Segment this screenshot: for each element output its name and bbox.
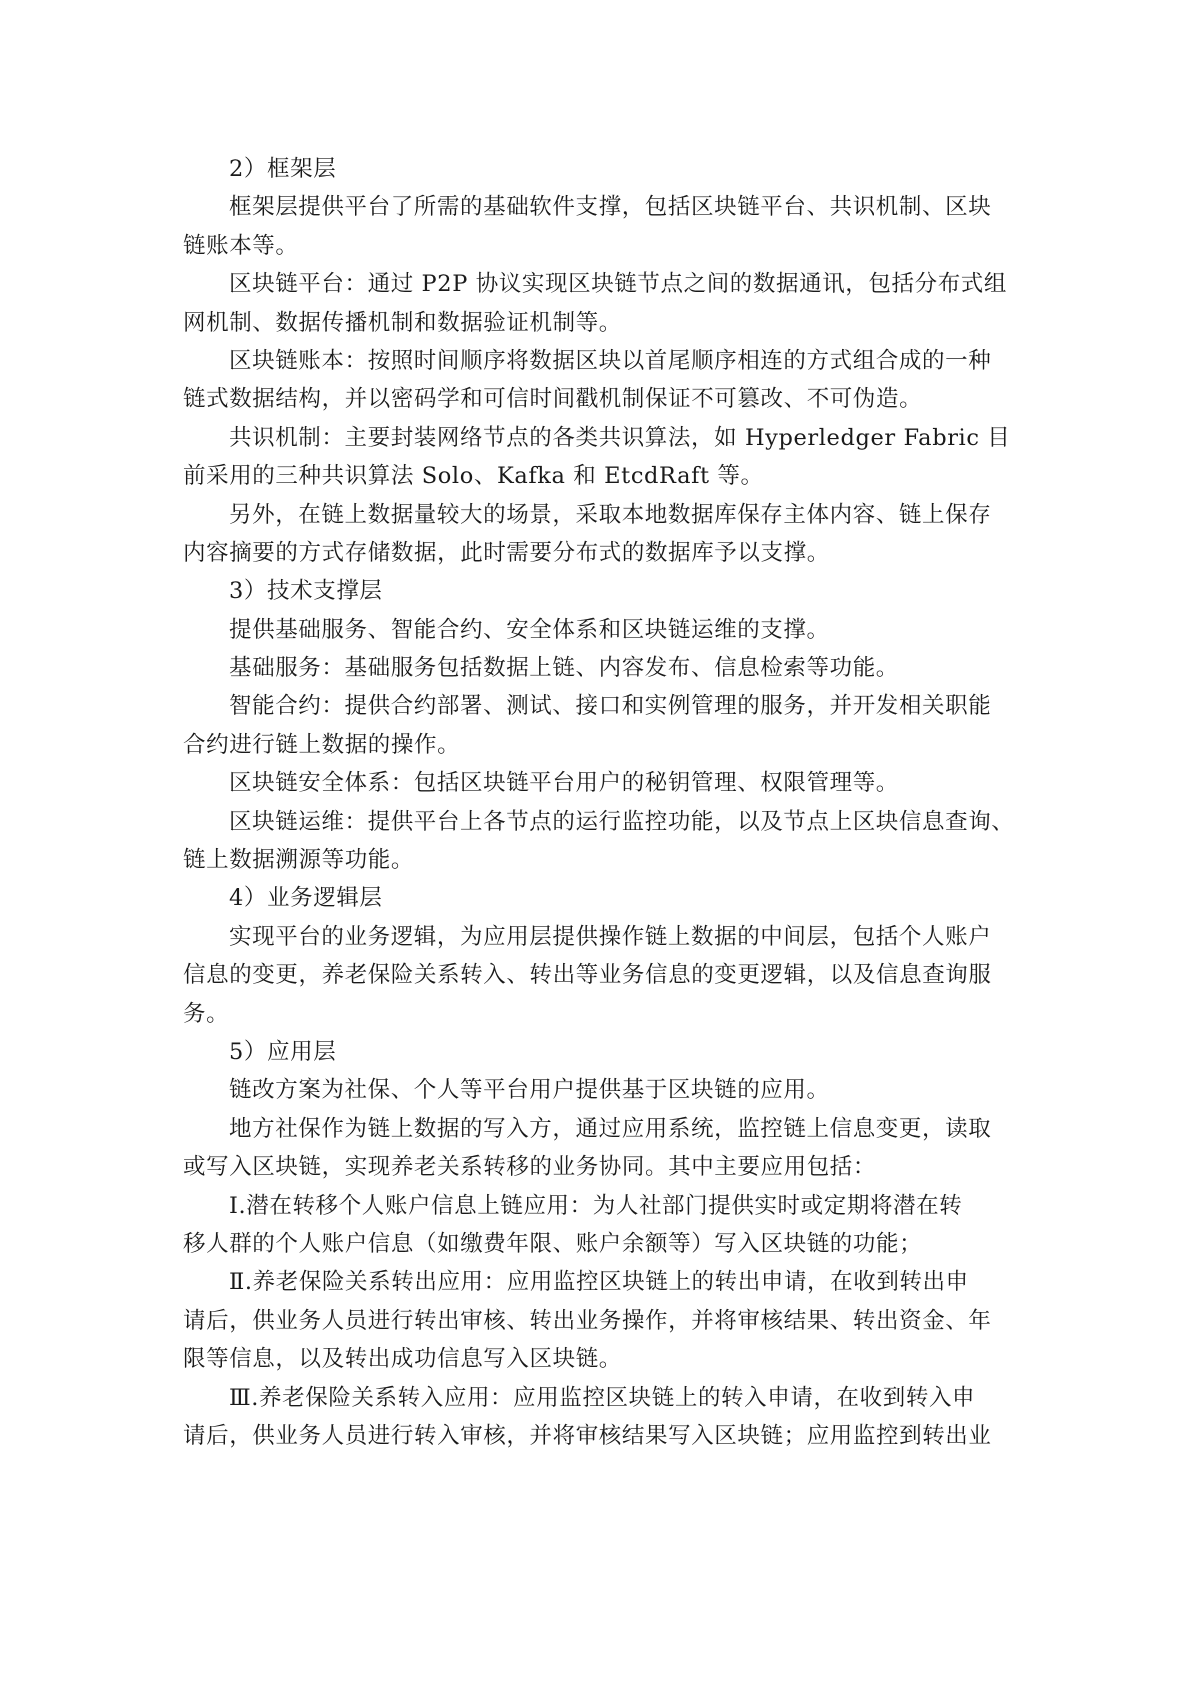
paragraph-line: 区块链账本：按照时间顺序将数据区块以首尾顺序相连的方式组合成的一种: [229, 347, 992, 374]
paragraph-line: 请后，供业务人员进行转入审核，并将审核结果写入区块链；应用监控到转出业: [183, 1422, 992, 1449]
heading-text: 5）应用层: [229, 1038, 337, 1065]
paragraph-line: 地方社保作为链上数据的写入方，通过应用系统，监控链上信息变更，读取: [229, 1115, 992, 1142]
paragraph-line: 链上数据溯源等功能。: [183, 847, 415, 874]
paragraph-line: Ⅰ.潜在转移个人账户信息上链应用：为人社部门提供实时或定期将潜在转: [229, 1192, 963, 1219]
paragraph-line: 基础服务：基础服务包括数据上链、内容发布、信息检索等功能。: [229, 655, 899, 682]
paragraph: [183, 1379, 1010, 1456]
paragraph: [183, 764, 1010, 802]
paragraph-line: 网机制、数据传播机制和数据验证机制等。: [183, 309, 622, 336]
section-heading: [183, 1033, 1010, 1071]
heading-text: 2）框架层: [229, 156, 337, 182]
paragraph: [183, 496, 1010, 573]
paragraph-line: 区块链安全体系：包括区块链平台用户的秘钥管理、权限管理等。: [229, 770, 899, 797]
paragraph: [183, 1263, 1010, 1378]
paragraph-line: Ⅱ.养老保险关系转出应用：应用监控区块链上的转出申请，在收到转出申: [229, 1269, 969, 1296]
paragraph: [183, 687, 1010, 764]
paragraph: [183, 265, 1010, 342]
paragraph: [183, 649, 1010, 687]
paragraph: [183, 1187, 1010, 1264]
paragraph-line: 链式数据结构，并以密码学和可信时间戳机制保证不可篡改、不可伪造。: [183, 386, 923, 413]
paragraph-line: 移人群的个人账户信息（如缴费年限、账户余额等）写入区块链的功能；: [183, 1230, 923, 1257]
paragraph-line: Ⅲ.养老保险关系转入应用：应用监控区块链上的转入申请，在收到转入申: [229, 1384, 976, 1411]
paragraph: [183, 1110, 1010, 1187]
paragraph-line: 务。: [183, 1000, 230, 1027]
paragraph-line: 限等信息，以及转出成功信息写入区块链。: [183, 1346, 622, 1373]
paragraph-line: 框架层提供平台了所需的基础软件支撑，包括区块链平台、共识机制、区块: [229, 194, 992, 221]
paragraph: [183, 188, 1010, 265]
paragraph-line: 智能合约：提供合约部署、测试、接口和实例管理的服务，并开发相关职能: [229, 693, 992, 720]
document-body: [183, 150, 1015, 1455]
section-heading: [183, 150, 1010, 188]
paragraph-line: 链改方案为社保、个人等平台用户提供基于区块链的应用。: [229, 1077, 830, 1104]
paragraph-line: 另外，在链上数据量较大的场景，采取本地数据库保存主体内容、链上保存: [229, 501, 992, 528]
heading-text: 3）技术支撑层: [229, 578, 383, 605]
paragraph-line: 区块链运维：提供平台上各节点的运行监控功能，以及节点上区块信息查询、: [229, 808, 1015, 835]
paragraph-line: 提供基础服务、智能合约、安全体系和区块链运维的支撑。: [229, 616, 830, 643]
paragraph-line: 信息的变更，养老保险关系转入、转出等业务信息的变更逻辑，以及信息查询服: [183, 962, 992, 989]
paragraph: [183, 803, 1015, 880]
paragraph: [183, 342, 1010, 419]
paragraph: [183, 611, 1010, 649]
heading-text: 4）业务逻辑层: [229, 885, 383, 912]
paragraph-line: 内容摘要的方式存储数据，此时需要分布式的数据库予以支撑。: [183, 539, 830, 566]
paragraph: [183, 1071, 1010, 1109]
paragraph-line: 区块链平台：通过 P2P 协议实现区块链节点之间的数据通讯，包括分布式组: [229, 271, 1007, 298]
paragraph-line: 请后，供业务人员进行转出审核、转出业务操作，并将审核结果、转出资金、年: [183, 1307, 992, 1334]
paragraph: [183, 918, 1010, 1033]
paragraph-line: 实现平台的业务逻辑，为应用层提供操作链上数据的中间层，包括个人账户: [229, 923, 992, 950]
section-heading: [183, 572, 1010, 610]
section-heading: [183, 879, 1010, 917]
paragraph-line: 共识机制：主要封装网络节点的各类共识算法，如 Hyperledger Fabric 目: [229, 424, 1011, 451]
paragraph-line: 或写入区块链，实现养老关系转移的业务协同。其中主要应用包括：: [183, 1154, 877, 1181]
paragraph-line: 链账本等。: [183, 232, 299, 259]
paragraph-line: 合约进行链上数据的操作。: [183, 731, 461, 758]
paragraph: [183, 419, 1010, 496]
paragraph-line: 前采用的三种共识算法 Solo、Kafka 和 EtcdRaft 等。: [183, 463, 764, 490]
